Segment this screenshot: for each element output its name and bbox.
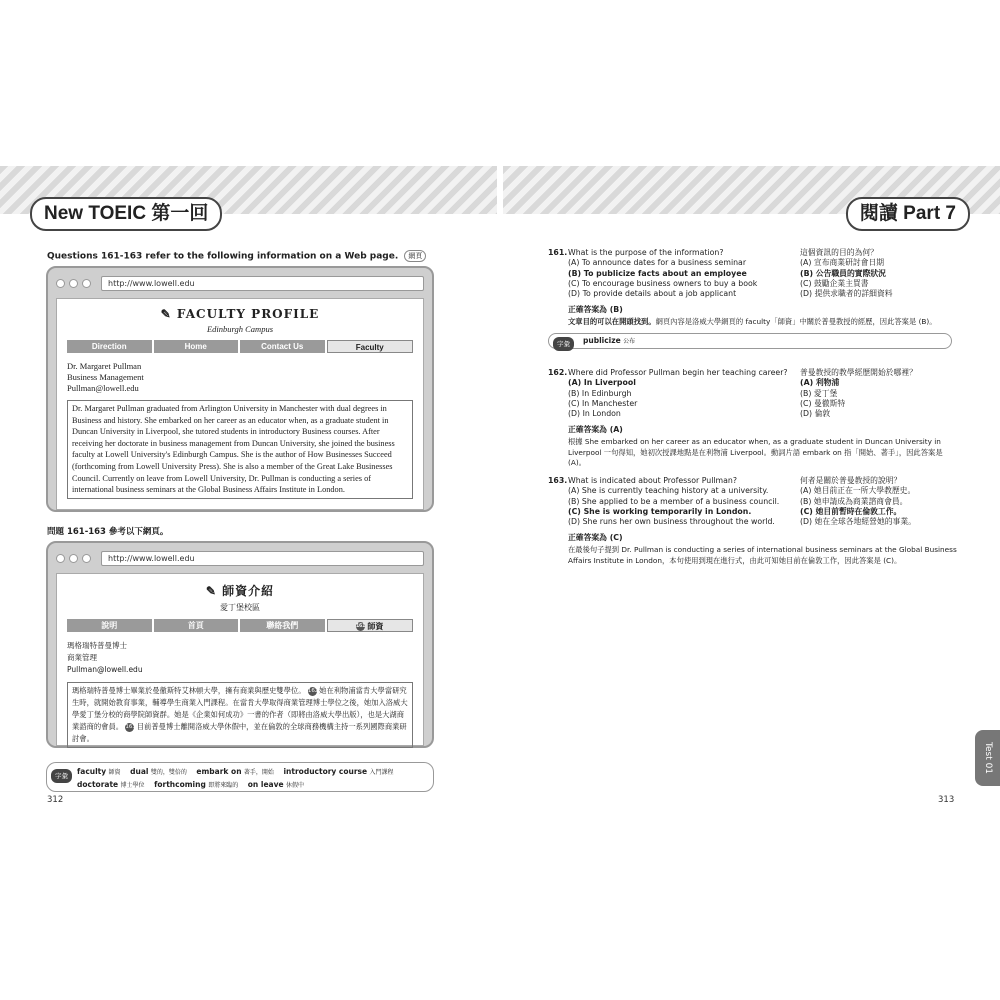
answer-option-zh: (B) 她申請成為商業諮商會員。 (800, 496, 908, 506)
window-dot-icon (82, 279, 91, 288)
window-dot-icon (56, 279, 65, 288)
tab-faculty-zh-label: 師資 (367, 622, 384, 631)
explanation-text: 根據 She embarked on her career as an educator when, as a graduate student in Duncan University in Liverpool 一句得知，她初次授課地點是在利物浦 Liverpool。動詞片語 embark on 指「開始、著手」，因此答案是 (A)。 (568, 437, 943, 467)
vocab-word: doctorate (77, 780, 119, 789)
answer-option-zh: (D) 倫敦 (800, 409, 831, 419)
explanation-text: 在最後句子提到 Dr. Pullman is conducting a series of international business seminars at the Global Business Affairs Institute in London，本句使用到現在進行式，由此可知她目前在倫敦工作，因此答案是 (C)。 (568, 545, 957, 565)
vocab-tag: 字彙 (51, 769, 72, 783)
answer-option-zh: (A) 宣布商業研討會日期 (800, 258, 885, 268)
answer-option-zh: (C) 鼓勵企業主買書 (800, 278, 869, 288)
faculty-profile-title-zh (67, 582, 413, 599)
vocab-word: publicize (583, 336, 621, 345)
window-dot-icon (69, 279, 78, 288)
explanation (568, 317, 958, 328)
vocab-box-right (548, 333, 952, 349)
answer-option-zh: (A) 利物浦 (800, 378, 840, 388)
vocab-meaning: 雙的，雙倍的 (150, 769, 187, 776)
answer-option: (B) To publicize facts about an employee (568, 268, 747, 278)
vocab-meaning: 著手，開始 (243, 769, 274, 776)
vocab-line-2 (77, 779, 425, 792)
vocab-word: on leave (247, 780, 284, 789)
vocab-meaning: 博士學位 (120, 782, 145, 789)
tab-contact-us[interactable]: Contact Us (240, 340, 325, 353)
url-bar[interactable]: http://www.lowell.edu (101, 551, 424, 566)
vocab-meaning: 即將來臨的 (208, 782, 239, 789)
nav-tabs-en (67, 340, 413, 353)
answer-option-zh: (D) 她在全球各地經營她的事業。 (800, 517, 916, 527)
tab-contact-zh[interactable]: 聯絡我們 (240, 619, 325, 632)
correct-answer: 正確答案為 (A) (568, 425, 623, 434)
webpage-content-en (56, 298, 424, 510)
bio-zh-part2: 她在利物浦當肯大學當研究生時，就開始教育事業，輔導學生商業入門課程。在當肯大學取得商業管理博士學位之後，她加入洛威大學愛丁堡分校的商學院師資群。她是《企業如何成功》一書的作者（即將由洛威大學出版），也是大湖商業諮商的會員。 (72, 686, 408, 731)
campus-subtitle: Edinburgh Campus (206, 324, 274, 334)
tab-home[interactable]: Home (154, 340, 239, 353)
question-zh-column (800, 248, 960, 299)
webpage-content-zh (56, 573, 424, 746)
vocab-meaning: 入門課程 (369, 769, 394, 776)
answer-option-zh: (B) 公告職員的實際狀況 (800, 268, 886, 278)
question-header (47, 250, 426, 262)
browser-toolbar (56, 549, 424, 567)
vocab-word: forthcoming (154, 780, 206, 789)
question-text-zh: 普曼教授的教學經歷開始於哪裡？ (800, 368, 917, 377)
question-number: 161. (548, 248, 568, 257)
answer-option: (B) She applied to be a member of a business council. (568, 496, 780, 506)
vocab-word: embark on (196, 767, 242, 776)
window-dot-icon (56, 554, 65, 563)
url-bar[interactable]: http://www.lowell.edu (101, 276, 424, 291)
answer-option: (C) In Manchester (568, 398, 638, 408)
vocab-meaning: 公布 (623, 338, 636, 345)
nav-tabs-zh (67, 619, 413, 632)
page-number-right: 313 (938, 795, 955, 805)
pencil-icon: ✎ (160, 307, 172, 321)
contact-dept-zh: 商業管理 (67, 653, 97, 662)
question-header-text: Questions 161-163 refer to the following information on a Web page. (47, 251, 399, 262)
explanation (568, 437, 958, 469)
correct-answer: 正確答案為 (C) (568, 533, 623, 542)
contact-block-zh (67, 640, 413, 676)
window-dot-icon (69, 554, 78, 563)
explanation-lead: 文章目的可以在開頭找到。 (568, 317, 656, 326)
question-zh-column (800, 476, 960, 527)
answer-option: (D) To provide details about a job applicant (568, 289, 737, 299)
answer-option: (A) To announce dates for a business seminar (568, 258, 747, 268)
vocab-line-1 (77, 766, 425, 779)
bio-paragraph-zh (67, 682, 413, 748)
answer-option: (C) To encourage business owners to buy a book (568, 278, 758, 288)
callout-163-icon: 163 (125, 723, 136, 730)
question-en-column (568, 368, 798, 419)
tab-direction[interactable]: Direction (67, 340, 152, 353)
question-text-zh: 何者是關於普曼教授的說明？ (800, 476, 902, 485)
vocab-meaning: 休假中 (285, 782, 304, 789)
vocab-tag: 字彙 (553, 337, 574, 351)
question-en-column (568, 476, 798, 527)
vocab-meaning: 師資 (108, 769, 121, 776)
browser-window-zh (46, 541, 434, 748)
answer-option: (D) She runs her own business throughout the world. (568, 517, 775, 527)
question-number: 162. (548, 368, 568, 377)
question-en-column (568, 248, 798, 299)
browser-toolbar (56, 274, 424, 292)
webpage-badge: 網頁 (404, 250, 426, 262)
callout-161-icon: 161 (356, 623, 366, 630)
zh-question-header: 問題 161-163 參考以下網頁。 (47, 527, 169, 537)
faculty-profile-title (67, 307, 413, 321)
vocab-word: dual (130, 767, 149, 776)
bio-zh-part1: 瑪格瑞特普曼博士畢業於曼徹斯特艾林頓大學，擁有商業與歷史雙學位。 (72, 686, 306, 695)
question-zh-column (800, 368, 960, 419)
vocab-word: faculty (77, 767, 107, 776)
tab-home-zh[interactable]: 首頁 (154, 619, 239, 632)
question-number: 163. (548, 476, 568, 485)
contact-name: Dr. Margaret Pullman (67, 361, 142, 371)
answer-option: (C) She is working temporarily in London. (568, 506, 752, 516)
callout-162-icon: 162 (307, 687, 319, 694)
contact-email[interactable]: Pullman@lowell.edu (67, 383, 139, 393)
question-text: What is the purpose of the information? (568, 248, 724, 257)
answer-option-zh: (D) 提供求職者的詳細資料 (800, 289, 893, 299)
answer-option-zh: (A) 她目前正在一所大學教歷史。 (800, 486, 916, 496)
question-text: What is indicated about Professor Pullman? (568, 476, 737, 485)
vocab-box-left (46, 762, 434, 792)
tab-faculty-zh[interactable] (327, 619, 414, 632)
contact-block-en (67, 361, 413, 394)
explanation (568, 545, 958, 566)
contact-name-zh: 瑪格瑞特普曼博士 (67, 641, 127, 650)
browser-window-en (46, 266, 434, 512)
answer-option-zh: (B) 愛丁堡 (800, 388, 838, 398)
vocab-word: introductory course (283, 767, 368, 776)
answer-option-zh: (C) 曼徹斯特 (800, 398, 846, 408)
bio-zh-part3: 目前普曼博士離開洛威大學休假中，並在倫敦的全球商務機構主持一系列國際商業研討會。 (72, 722, 407, 743)
answer-option: (B) In Edinburgh (568, 388, 632, 398)
faculty-profile-title-text: FACULTY PROFILE (176, 307, 320, 321)
question-text: Where did Professor Pullman begin her teaching career? (568, 368, 788, 377)
question-text-zh: 這個資訊的目的為何？ (800, 248, 878, 257)
faculty-profile-title-zh-text: 師資介紹 (222, 584, 275, 598)
page-number-left: 312 (47, 795, 64, 805)
answer-option: (A) She is currently teaching history at a university. (568, 486, 769, 496)
contact-email-zh[interactable]: Pullman@lowell.edu (67, 665, 143, 674)
page-title-left: New TOEIC 第一回 (30, 197, 222, 231)
tab-faculty[interactable]: Faculty (327, 340, 414, 353)
correct-answer: 正確答案為 (B) (568, 305, 623, 314)
answer-option-zh: (C) 她目前暫時在倫敦工作。 (800, 506, 902, 516)
answer-option: (D) In London (568, 409, 621, 419)
page-title-right: 閱讀 Part 7 (846, 197, 970, 231)
bio-paragraph-en: Dr. Margaret Pullman graduated from Arlington University in Manchester with dual degrees in Business and history. She embarked on her career as an educator when, as a graduate student in Duncan University in Liverpool, she tutored students in introductory Business courses. After receiving her doctorate in business management from Duncan University, she joined the business faculty at Lowell University's Edinburgh Campus. She is the author of How Businesses Succeed (forthcoming from Lowell University Press). She is also a member of the Great Lake Businesses Council. Currently on leave from Lowell University, Dr. Pullman is conducting a series of international business seminars at the Global Business Affairs Institute in London. (67, 400, 413, 499)
tab-direction-zh[interactable]: 說明 (67, 619, 152, 632)
test-side-tab[interactable]: Test 01 (975, 730, 1000, 786)
explanation-text: 網頁內容是洛威大學網頁的 faculty「師資」中關於普曼教授的經歷，因此答案是 (B)。 (655, 317, 937, 326)
window-dot-icon (82, 554, 91, 563)
contact-dept: Business Management (67, 372, 144, 382)
answer-option: (A) In Liverpool (568, 378, 636, 388)
campus-subtitle-zh: 愛丁堡校區 (220, 603, 260, 612)
pencil-icon: ✎ (205, 584, 217, 598)
